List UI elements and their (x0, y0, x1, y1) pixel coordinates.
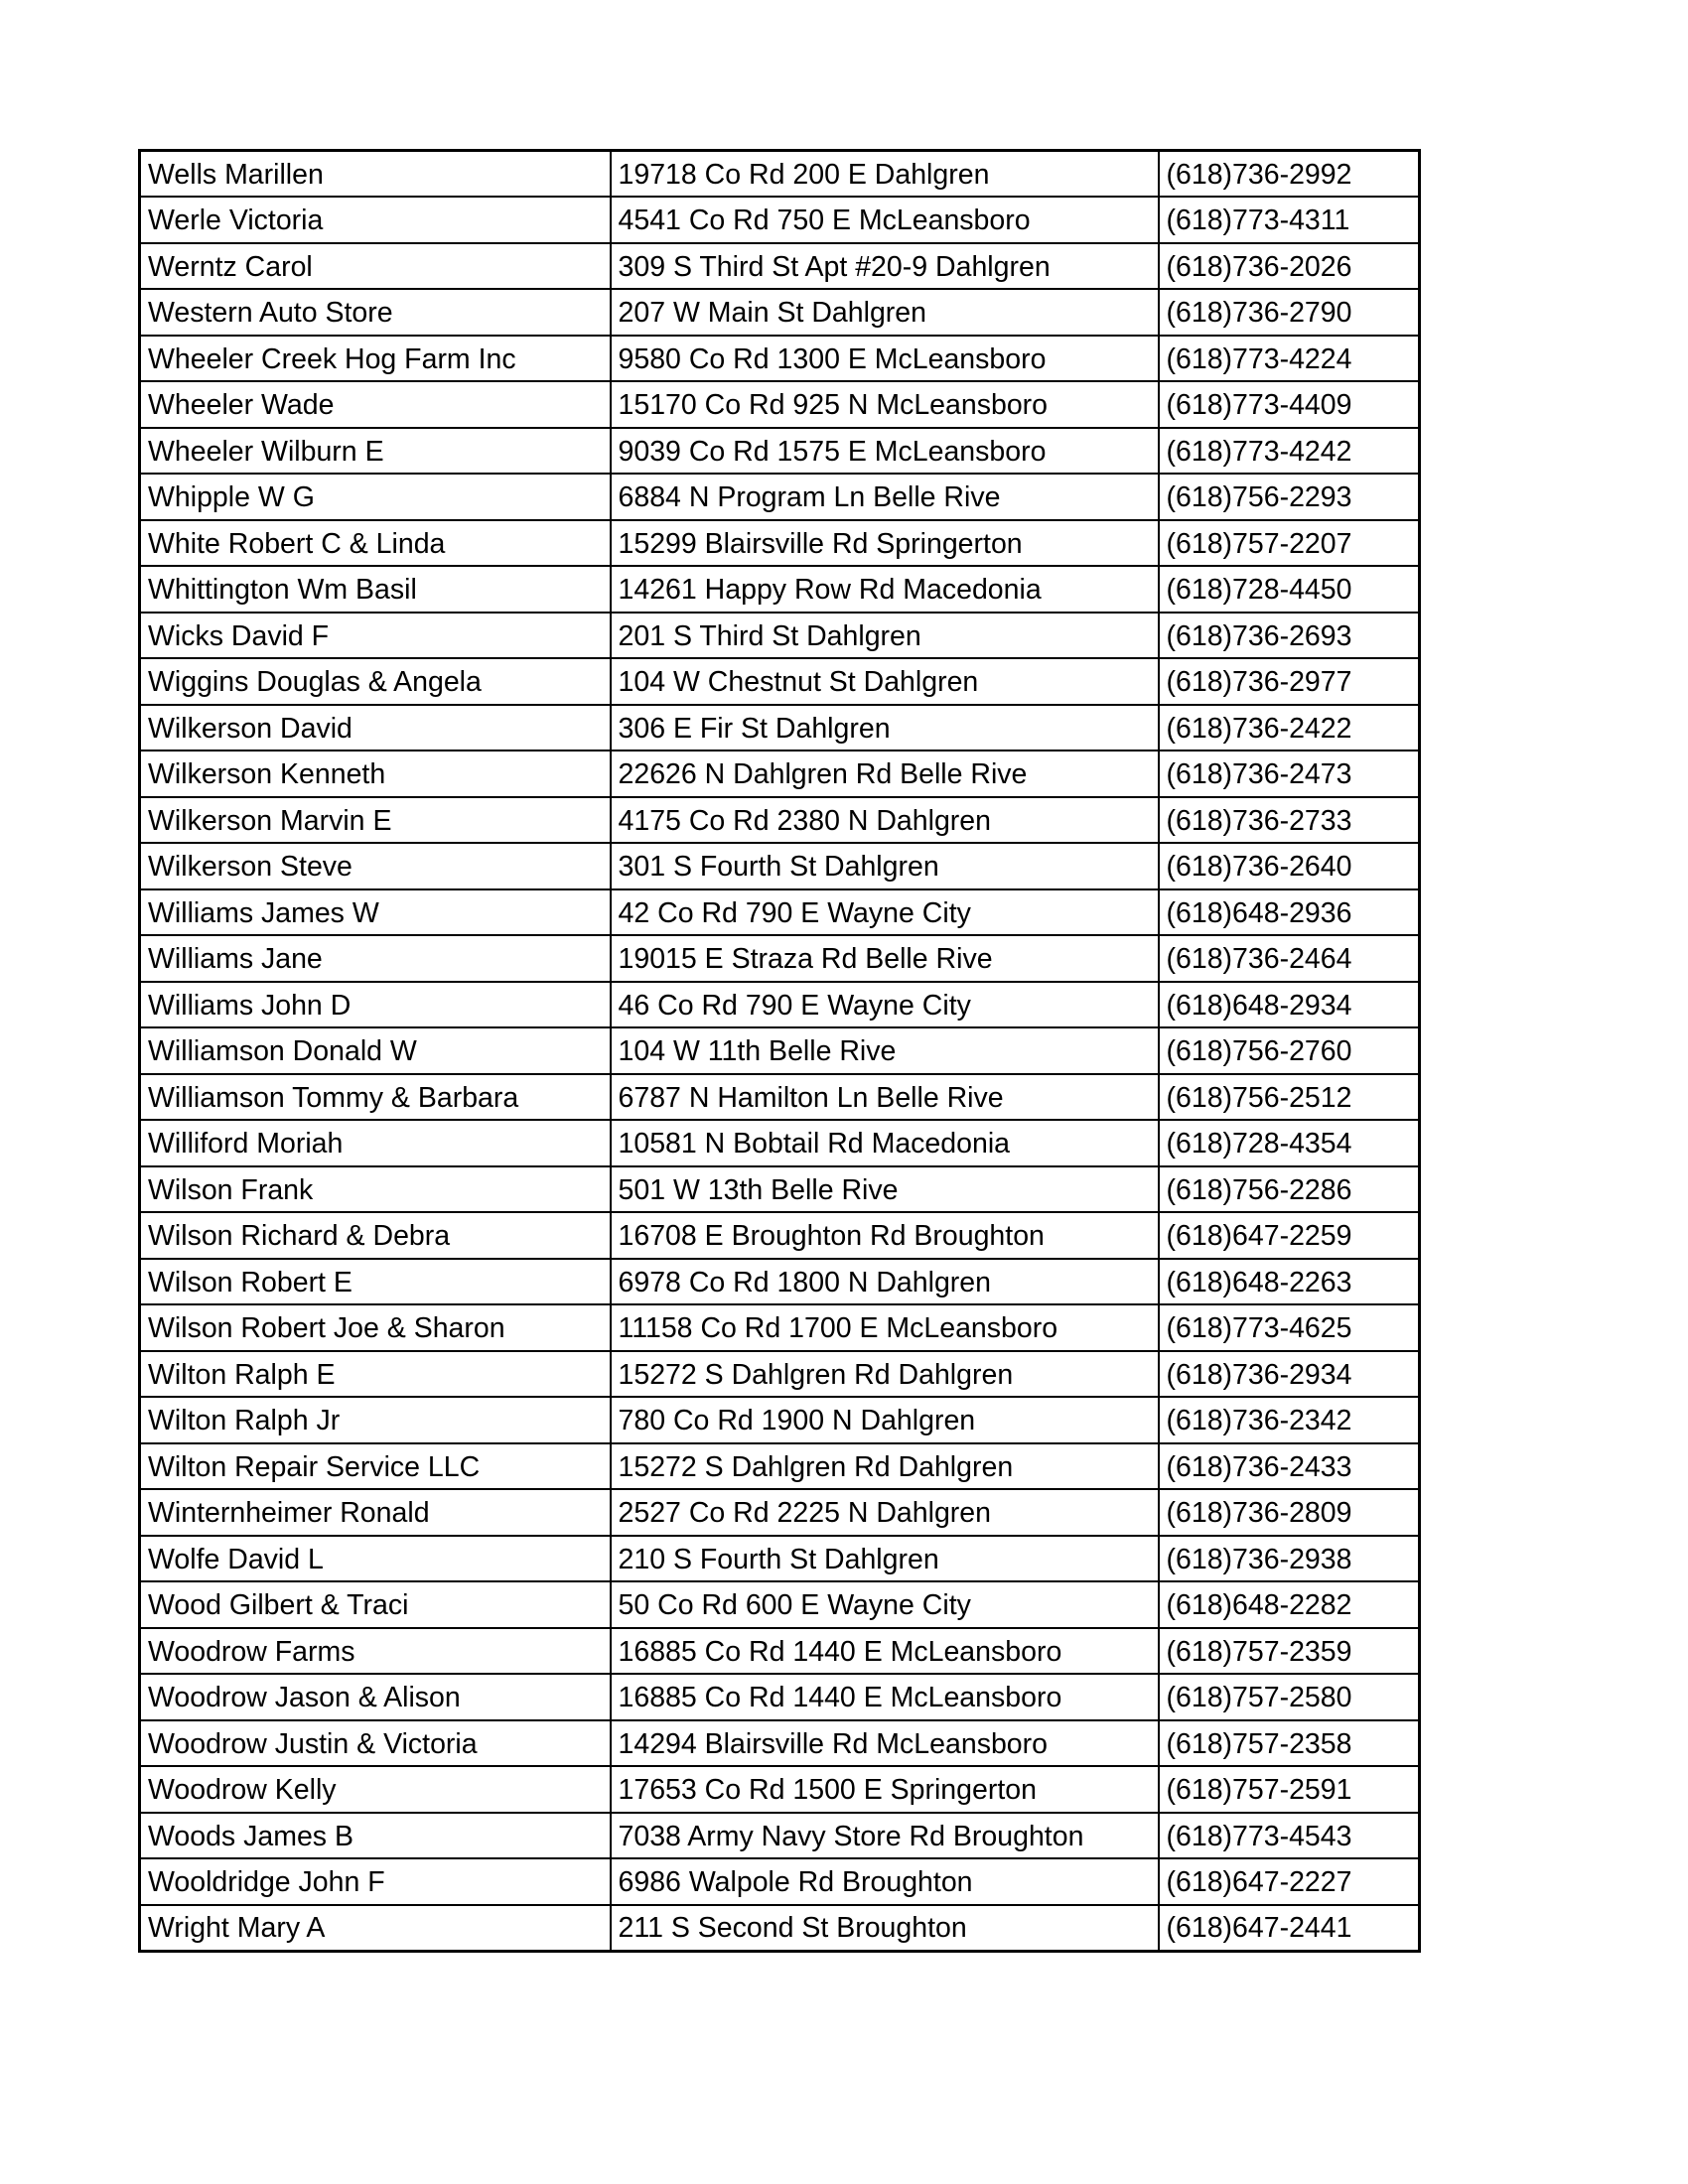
name-cell: Wiggins Douglas & Angela (140, 658, 611, 705)
name-cell: Wheeler Wade (140, 381, 611, 428)
table-row (140, 1674, 1420, 1720)
address-cell: 15299 Blairsville Rd Springerton (611, 520, 1159, 567)
name-cell: Williams Jane (140, 935, 611, 982)
name-cell: Wilkerson Steve (140, 843, 611, 889)
table-row (140, 705, 1420, 751)
phone-cell: (618)757-2207 (1159, 520, 1420, 567)
table-row (140, 381, 1420, 428)
name-cell: Williamson Donald W (140, 1027, 611, 1074)
table-row (140, 1581, 1420, 1628)
name-cell: Woodrow Jason & Alison (140, 1674, 611, 1720)
phone-cell: (618)648-2936 (1159, 889, 1420, 936)
address-cell: 19718 Co Rd 200 E Dahlgren (611, 151, 1159, 198)
address-cell: 309 S Third St Apt #20-9 Dahlgren (611, 243, 1159, 290)
address-cell: 207 W Main St Dahlgren (611, 289, 1159, 336)
address-cell: 42 Co Rd 790 E Wayne City (611, 889, 1159, 936)
phone-cell: (618)756-2293 (1159, 474, 1420, 520)
phone-cell: (618)647-2441 (1159, 1905, 1420, 1952)
phone-cell: (618)736-2938 (1159, 1536, 1420, 1582)
name-cell: Wilton Repair Service LLC (140, 1443, 611, 1490)
name-cell: Williamson Tommy & Barbara (140, 1074, 611, 1121)
phone-cell: (618)757-2358 (1159, 1720, 1420, 1767)
table-row (140, 613, 1420, 659)
phone-cell: (618)736-2640 (1159, 843, 1420, 889)
directory-table (138, 149, 1421, 1953)
phone-cell: (618)648-2934 (1159, 982, 1420, 1028)
address-cell: 9580 Co Rd 1300 E McLeansboro (611, 336, 1159, 382)
name-cell: Wolfe David L (140, 1536, 611, 1582)
address-cell: 11158 Co Rd 1700 E McLeansboro (611, 1304, 1159, 1351)
name-cell: Wilton Ralph E (140, 1351, 611, 1398)
phone-cell: (618)757-2580 (1159, 1674, 1420, 1720)
phone-cell: (618)757-2359 (1159, 1628, 1420, 1675)
address-cell: 17653 Co Rd 1500 E Springerton (611, 1766, 1159, 1813)
address-cell: 6986 Walpole Rd Broughton (611, 1858, 1159, 1905)
table-row (140, 1351, 1420, 1398)
name-cell: Wilson Robert E (140, 1259, 611, 1305)
phone-cell: (618)736-2433 (1159, 1443, 1420, 1490)
phone-cell: (618)736-2026 (1159, 243, 1420, 290)
table-row (140, 1120, 1420, 1166)
address-cell: 50 Co Rd 600 E Wayne City (611, 1581, 1159, 1628)
phone-cell: (618)648-2282 (1159, 1581, 1420, 1628)
address-cell: 211 S Second St Broughton (611, 1905, 1159, 1952)
table-row (140, 197, 1420, 243)
table-row (140, 1166, 1420, 1213)
name-cell: Wilson Frank (140, 1166, 611, 1213)
address-cell: 501 W 13th Belle Rive (611, 1166, 1159, 1213)
table-row (140, 520, 1420, 567)
table-row (140, 289, 1420, 336)
address-cell: 19015 E Straza Rd Belle Rive (611, 935, 1159, 982)
phone-cell: (618)773-4242 (1159, 428, 1420, 475)
table-row (140, 751, 1420, 797)
phone-cell: (618)647-2227 (1159, 1858, 1420, 1905)
table-row (140, 1858, 1420, 1905)
table-row (140, 428, 1420, 475)
phone-cell: (618)736-2693 (1159, 613, 1420, 659)
address-cell: 306 E Fir St Dahlgren (611, 705, 1159, 751)
table-row (140, 1489, 1420, 1536)
name-cell: Whipple W G (140, 474, 611, 520)
address-cell: 301 S Fourth St Dahlgren (611, 843, 1159, 889)
table-row (140, 1074, 1420, 1121)
table-row (140, 1766, 1420, 1813)
address-cell: 7038 Army Navy Store Rd Broughton (611, 1813, 1159, 1859)
name-cell: Wilson Richard & Debra (140, 1212, 611, 1259)
address-cell: 104 W 11th Belle Rive (611, 1027, 1159, 1074)
phone-cell: (618)728-4354 (1159, 1120, 1420, 1166)
address-cell: 104 W Chestnut St Dahlgren (611, 658, 1159, 705)
table-row (140, 243, 1420, 290)
address-cell: 6787 N Hamilton Ln Belle Rive (611, 1074, 1159, 1121)
address-cell: 10581 N Bobtail Rd Macedonia (611, 1120, 1159, 1166)
address-cell: 46 Co Rd 790 E Wayne City (611, 982, 1159, 1028)
table-row (140, 336, 1420, 382)
name-cell: White Robert C & Linda (140, 520, 611, 567)
name-cell: Werntz Carol (140, 243, 611, 290)
phone-cell: (618)736-2473 (1159, 751, 1420, 797)
table-row (140, 889, 1420, 936)
name-cell: Woodrow Kelly (140, 1766, 611, 1813)
name-cell: Wheeler Wilburn E (140, 428, 611, 475)
name-cell: Wheeler Creek Hog Farm Inc (140, 336, 611, 382)
address-cell: 210 S Fourth St Dahlgren (611, 1536, 1159, 1582)
table-row (140, 566, 1420, 613)
address-cell: 16885 Co Rd 1440 E McLeansboro (611, 1628, 1159, 1675)
table-row (140, 1443, 1420, 1490)
table-row (140, 1212, 1420, 1259)
table-row (140, 982, 1420, 1028)
table-row (140, 1536, 1420, 1582)
name-cell: Winternheimer Ronald (140, 1489, 611, 1536)
phone-cell: (618)736-2809 (1159, 1489, 1420, 1536)
table-row (140, 843, 1420, 889)
phone-cell: (618)736-2790 (1159, 289, 1420, 336)
address-cell: 9039 Co Rd 1575 E McLeansboro (611, 428, 1159, 475)
address-cell: 15272 S Dahlgren Rd Dahlgren (611, 1443, 1159, 1490)
address-cell: 4175 Co Rd 2380 N Dahlgren (611, 797, 1159, 844)
name-cell: Woods James B (140, 1813, 611, 1859)
address-cell: 6978 Co Rd 1800 N Dahlgren (611, 1259, 1159, 1305)
name-cell: Wooldridge John F (140, 1858, 611, 1905)
name-cell: Williams James W (140, 889, 611, 936)
phone-cell: (618)648-2263 (1159, 1259, 1420, 1305)
address-cell: 6884 N Program Ln Belle Rive (611, 474, 1159, 520)
address-cell: 14261 Happy Row Rd Macedonia (611, 566, 1159, 613)
name-cell: Williford Moriah (140, 1120, 611, 1166)
name-cell: Wells Marillen (140, 151, 611, 198)
table-row (140, 1259, 1420, 1305)
address-cell: 16885 Co Rd 1440 E McLeansboro (611, 1674, 1159, 1720)
phone-cell: (618)736-2342 (1159, 1397, 1420, 1443)
table-row (140, 151, 1420, 198)
phone-cell: (618)773-4311 (1159, 197, 1420, 243)
phone-cell: (618)736-2464 (1159, 935, 1420, 982)
name-cell: Whittington Wm Basil (140, 566, 611, 613)
name-cell: Wicks David F (140, 613, 611, 659)
address-cell: 14294 Blairsville Rd McLeansboro (611, 1720, 1159, 1767)
table-row (140, 1027, 1420, 1074)
name-cell: Wilkerson Marvin E (140, 797, 611, 844)
phone-cell: (618)736-2934 (1159, 1351, 1420, 1398)
table-row (140, 1304, 1420, 1351)
address-cell: 15272 S Dahlgren Rd Dahlgren (611, 1351, 1159, 1398)
name-cell: Wright Mary A (140, 1905, 611, 1952)
phone-cell: (618)736-2977 (1159, 658, 1420, 705)
table-row (140, 1397, 1420, 1443)
address-cell: 15170 Co Rd 925 N McLeansboro (611, 381, 1159, 428)
table-row (140, 1720, 1420, 1767)
table-row (140, 474, 1420, 520)
phone-cell: (618)773-4625 (1159, 1304, 1420, 1351)
table-row (140, 935, 1420, 982)
phone-cell: (618)756-2512 (1159, 1074, 1420, 1121)
name-cell: Wilton Ralph Jr (140, 1397, 611, 1443)
directory-table-body (140, 151, 1420, 1952)
address-cell: 4541 Co Rd 750 E McLeansboro (611, 197, 1159, 243)
address-cell: 201 S Third St Dahlgren (611, 613, 1159, 659)
phone-cell: (618)728-4450 (1159, 566, 1420, 613)
phone-cell: (618)736-2733 (1159, 797, 1420, 844)
table-row (140, 797, 1420, 844)
name-cell: Woodrow Justin & Victoria (140, 1720, 611, 1767)
phone-cell: (618)757-2591 (1159, 1766, 1420, 1813)
phone-cell: (618)756-2286 (1159, 1166, 1420, 1213)
phone-cell: (618)773-4543 (1159, 1813, 1420, 1859)
table-row (140, 1813, 1420, 1859)
name-cell: Woodrow Farms (140, 1628, 611, 1675)
phone-cell: (618)773-4409 (1159, 381, 1420, 428)
table-row (140, 1905, 1420, 1952)
phone-cell: (618)773-4224 (1159, 336, 1420, 382)
name-cell: Werle Victoria (140, 197, 611, 243)
address-cell: 2527 Co Rd 2225 N Dahlgren (611, 1489, 1159, 1536)
phone-cell: (618)756-2760 (1159, 1027, 1420, 1074)
name-cell: Williams John D (140, 982, 611, 1028)
name-cell: Western Auto Store (140, 289, 611, 336)
phone-cell: (618)647-2259 (1159, 1212, 1420, 1259)
name-cell: Wilson Robert Joe & Sharon (140, 1304, 611, 1351)
phone-cell: (618)736-2422 (1159, 705, 1420, 751)
table-row (140, 1628, 1420, 1675)
address-cell: 780 Co Rd 1900 N Dahlgren (611, 1397, 1159, 1443)
name-cell: Wood Gilbert & Traci (140, 1581, 611, 1628)
address-cell: 22626 N Dahlgren Rd Belle Rive (611, 751, 1159, 797)
table-row (140, 658, 1420, 705)
name-cell: Wilkerson David (140, 705, 611, 751)
phone-cell: (618)736-2992 (1159, 151, 1420, 198)
name-cell: Wilkerson Kenneth (140, 751, 611, 797)
address-cell: 16708 E Broughton Rd Broughton (611, 1212, 1159, 1259)
